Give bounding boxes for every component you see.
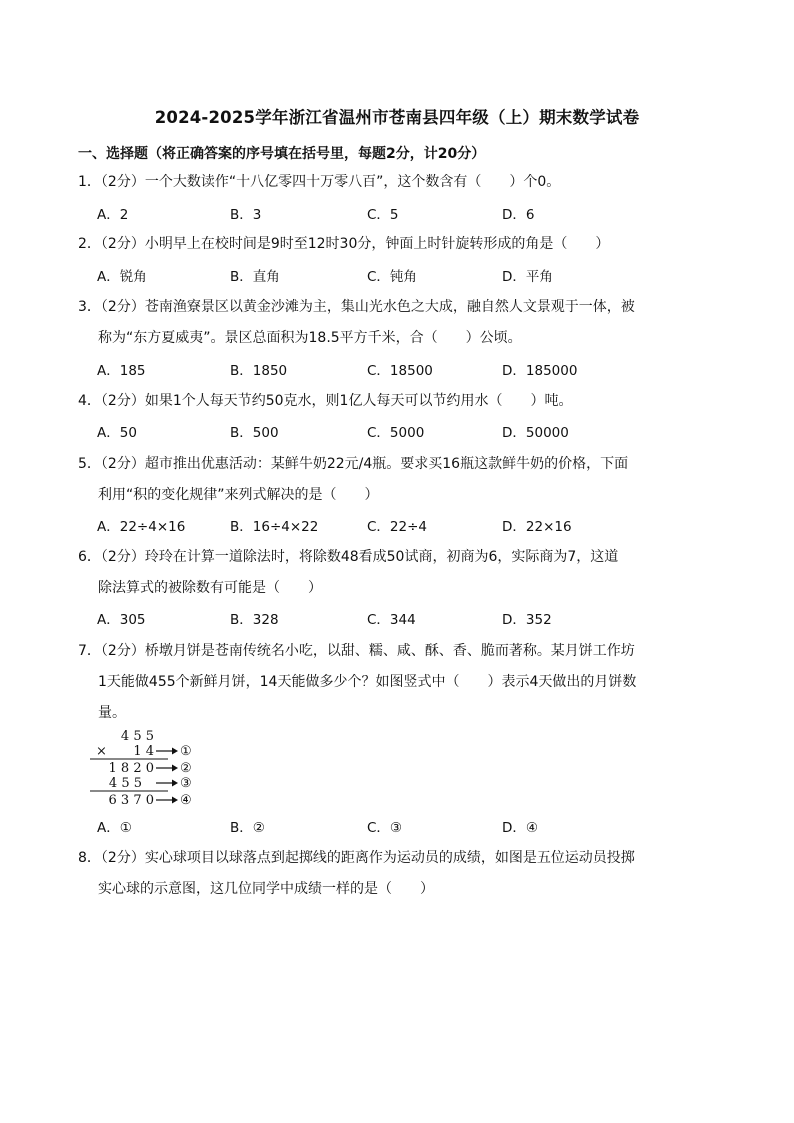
arrow-icon	[156, 765, 178, 772]
question-text: 8．（2分）实心球项目以球落点到起掷线的距离作为运动员的成绩，如图是五位运动员投掷	[78, 850, 635, 866]
option-c: C．18500	[367, 363, 433, 379]
option-b: B．16÷4×22	[230, 519, 319, 535]
option-d: D．平角	[502, 269, 553, 285]
arrow-icon	[156, 748, 178, 755]
question-text: 7．（2分）桥墩月饼是苍南传统名小吃，以甜、糯、咸、酥、香、脆而著称。某月饼工作坊	[78, 643, 635, 659]
section-heading: 一、选择题（将正确答案的序号填在括号里，每题2分，计20分）	[78, 146, 486, 162]
marker-4: ④	[180, 793, 192, 808]
option-d: D．352	[502, 612, 552, 628]
option-b: B．328	[230, 612, 279, 628]
page-title: 2024-2025学年浙江省温州市苍南县四年级（上）期末数学试卷	[154, 108, 640, 127]
option-a: A．22÷4×16	[97, 519, 186, 535]
marker-3: ③	[180, 776, 192, 791]
question-2-options	[97, 267, 697, 287]
question-4-options	[97, 423, 697, 443]
marker-1: ①	[180, 744, 192, 759]
option-b: B．3	[230, 207, 262, 223]
question-text: 实心球的示意图，这几位同学中成绩一样的是（ ）	[98, 881, 434, 897]
option-a: A．锐角	[97, 269, 147, 285]
question-1-options	[97, 205, 697, 225]
calc-row-multiplicand: 4 5 5	[120, 729, 154, 744]
question-text: 1．（2分）一个大数读作“十八亿零四十万零八百”，这个数含有（ ）个0。	[78, 174, 561, 190]
question-text: 3．（2分）苍南渔寮景区以黄金沙滩为主，集山光水色之大成，融自然人文景观于一体，被	[78, 299, 635, 315]
times-sign: ×	[96, 744, 107, 759]
question-text: 4．（2分）如果1个人每天节约50克水，则1亿人每天可以节约用水（ ）吨。	[78, 393, 573, 409]
option-d: D．6	[502, 207, 535, 223]
calc-row-multiplier: 1 4	[133, 744, 154, 759]
question-8	[78, 843, 728, 905]
option-a: A．2	[97, 207, 129, 223]
question-text: 1天能做455个新鲜月饼，14天能做多少个？如图竖式中（ ）表示4天做出的月饼数	[98, 674, 637, 690]
question-7-options	[97, 818, 697, 838]
option-a: A．305	[97, 612, 146, 628]
option-c: C．钝角	[367, 269, 417, 285]
arrow-icon	[156, 780, 178, 787]
calc-row-partial-2: 4 5 5	[108, 776, 142, 791]
question-text: 量。	[98, 705, 126, 721]
question-text: 利用“积的变化规律”来列式解决的是（ ）	[98, 487, 379, 503]
question-text: 6．（2分）玲玲在计算一道除法时，将除数48看成50试商，初商为6，实际商为7，这道	[78, 549, 619, 565]
marker-2: ②	[180, 761, 192, 776]
vertical-multiplication	[90, 728, 210, 812]
question-5-options	[97, 517, 697, 537]
multiplication-figure	[90, 728, 210, 812]
question-text: 除法算式的被除数有可能是（ ）	[98, 580, 322, 596]
option-c: C．③	[367, 820, 403, 836]
question-text: 5．（2分）超市推出优惠活动：某鲜牛奶22元/4瓶。要求买16瓶这款鲜牛奶的价格，下面	[78, 456, 629, 472]
question-6	[78, 542, 728, 604]
question-3-options	[97, 361, 697, 381]
option-d: D．50000	[502, 425, 569, 441]
question-7	[78, 636, 728, 729]
option-c: C．344	[367, 612, 416, 628]
option-d: D．22×16	[502, 519, 572, 535]
option-a: A．185	[97, 363, 146, 379]
question-2	[78, 229, 728, 260]
calc-row-partial-1: 1 8 2 0	[108, 761, 154, 776]
option-b: B．直角	[230, 269, 280, 285]
question-1	[78, 167, 728, 198]
question-text: 2．（2分）小明早上在校时间是9时至12时30分，钟面上时针旋转形成的角是（ ）	[78, 236, 610, 252]
question-text: 称为“东方夏威夷”。景区总面积为18.5平方千米，合（ ）公顷。	[98, 330, 522, 346]
calc-row-product: 6 3 7 0	[108, 793, 154, 808]
question-4	[78, 386, 728, 417]
arrow-icon	[156, 797, 178, 804]
option-b: B．500	[230, 425, 279, 441]
option-d: D．185000	[502, 363, 578, 379]
option-b: B．②	[230, 820, 265, 836]
option-a: A．①	[97, 820, 132, 836]
option-b: B．1850	[230, 363, 288, 379]
option-c: C．5	[367, 207, 399, 223]
option-d: D．④	[502, 820, 538, 836]
question-5	[78, 449, 728, 511]
option-c: C．5000	[367, 425, 425, 441]
option-c: C．22÷4	[367, 519, 428, 535]
question-3	[78, 292, 728, 354]
option-a: A．50	[97, 425, 137, 441]
question-6-options	[97, 610, 697, 630]
